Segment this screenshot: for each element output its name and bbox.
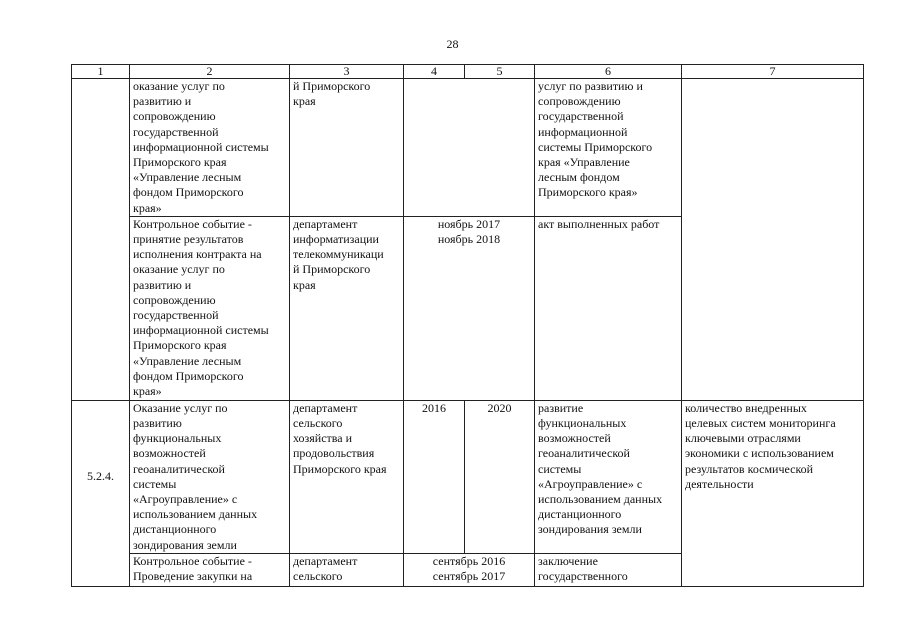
responsible-cell: й Приморского края [290, 79, 404, 217]
index-cell [72, 216, 130, 400]
page-number: 28 [446, 37, 459, 51]
end-date-cell: 2020 [465, 400, 535, 553]
column-header: 1 [72, 65, 130, 79]
responsible-cell: департамент сельского [290, 553, 404, 586]
column-header: 5 [465, 65, 535, 79]
column-header: 4 [404, 65, 465, 79]
table-row [72, 400, 864, 553]
indicator-cell [682, 216, 864, 400]
table-row [72, 79, 864, 217]
result-cell: заключение государственного [535, 553, 682, 586]
dates-cell: ноябрь 2017 ноябрь 2018 [404, 216, 535, 400]
activity-cell: оказание услуг по развитию и сопровождению государственной информационной системы Приморского края «Управление лесным фондом Приморского края» [130, 79, 290, 217]
activity-cell: Оказание услуг по развитию функциональных возможностей геоаналитической системы «Агроуправление» с использованием данных дистанционного зондирования земли [130, 400, 290, 553]
column-header: 7 [682, 65, 864, 79]
table-row [72, 553, 864, 586]
activity-cell: Контрольное событие - Проведение закупки на [130, 553, 290, 586]
column-header: 6 [535, 65, 682, 79]
indicator-cell [682, 553, 864, 586]
table-header-row [72, 65, 864, 79]
index-cell [72, 79, 130, 217]
index-cell: 5.2.4. [72, 400, 130, 553]
dates-cell: сентябрь 2016 сентябрь 2017 [404, 553, 535, 586]
start-date-cell: 2016 [404, 400, 465, 553]
column-header: 3 [290, 65, 404, 79]
end-date-cell [465, 79, 535, 217]
result-cell: акт выполненных работ [535, 216, 682, 400]
responsible-cell: департамент сельского хозяйства и продовольствия Приморского края [290, 400, 404, 553]
responsible-cell: департамент информатизации телекоммуникаци й Приморского края [290, 216, 404, 400]
plan-table [71, 64, 864, 587]
activity-cell: Контрольное событие - принятие результатов исполнения контракта на оказание услуг по развитию и сопровождению государственной информационной системы Приморского края «Управление лесным фондом Приморского края» [130, 216, 290, 400]
table-row [72, 216, 864, 400]
start-date-cell [404, 79, 465, 217]
column-header: 2 [130, 65, 290, 79]
index-cell [72, 553, 130, 586]
indicator-cell: количество внедренных целевых систем мониторинга ключевыми отраслями экономики с использованием результатов космической деятельности [682, 400, 864, 553]
indicator-cell [682, 79, 864, 217]
result-cell: развитие функциональных возможностей геоаналитической системы «Агроуправление» с использованием данных дистанционного зондирования земли [535, 400, 682, 553]
result-cell: услуг по развитию и сопровождению государственной информационной системы Приморского края «Управление лесным фондом Приморского края» [535, 79, 682, 217]
